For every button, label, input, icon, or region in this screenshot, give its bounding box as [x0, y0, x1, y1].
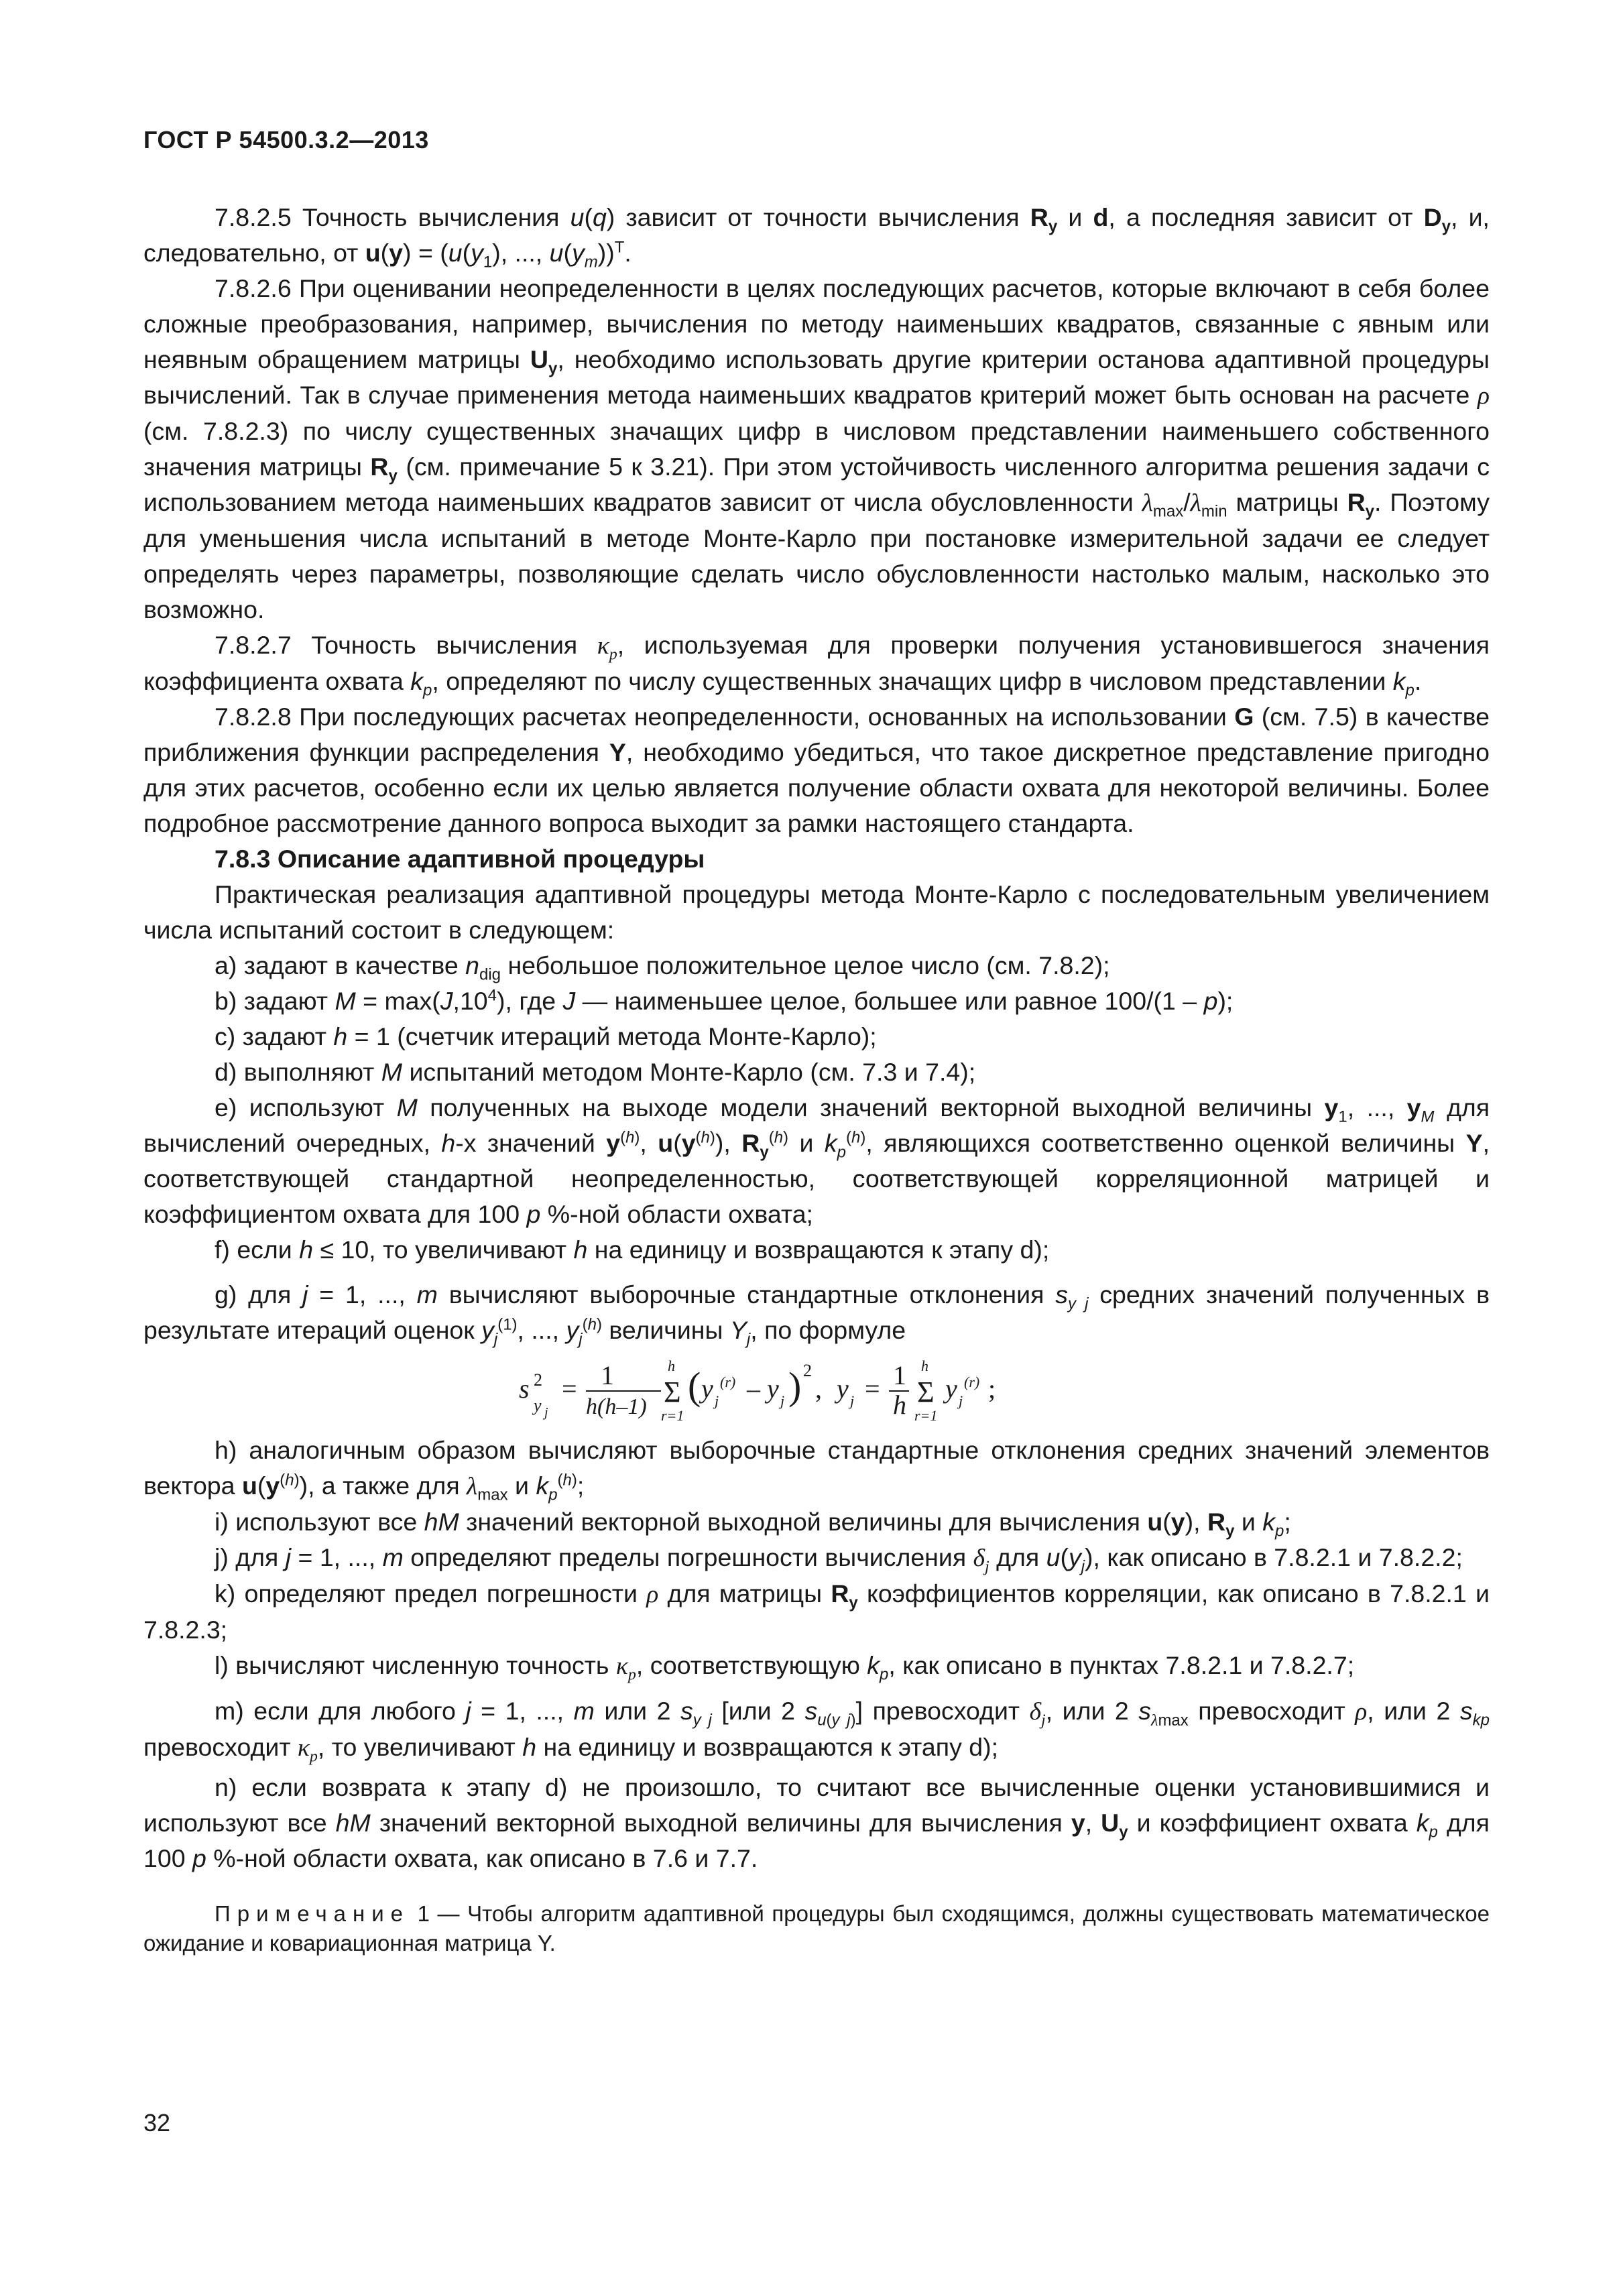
svg-text:j: j: [544, 1405, 548, 1420]
svg-text:–: –: [747, 1374, 760, 1404]
document-header: ГОСТ Р 54500.3.2—2013: [143, 126, 429, 154]
svg-text:;: ;: [988, 1374, 996, 1404]
svg-text:y: y: [701, 1374, 713, 1404]
list-item-f: f) если h ≤ 10, то увеличивают h на единицу и возвращаются к этапу d);: [215, 1235, 1050, 1264]
paragraph-7-8-2-5: 7.8.2.5 Точность вычисления u(q) зависит от точности вычисления $R_y$ и d, а последняя зависит от $D_y$, и, следовательно, от $u(y) = (u(y_1)$, ..., $u(y_m))^T$.: [143, 203, 1490, 271]
svg-text:r=1: r=1: [914, 1407, 938, 1424]
list-item-g: g) для j = 1, ..., m вычисляют выборочные стандартные отклонения $s_{y j}$ средних значений полученных в результате итераций оценок $y_j^{(1)}$, ..., $y_j^{(h)}$ величины $Y_j$, по формуле: [143, 1280, 1490, 1349]
svg-text:2: 2: [803, 1361, 812, 1380]
svg-text:y: y: [767, 1374, 779, 1404]
list-item-d: d) выполняют M испытаний методом Монте-Карло (см. 7.3 и 7.4);: [215, 1058, 976, 1086]
list-item-h: h) аналогичным образом вычисляют выборочные стандартные отклонения средних значений элементов вектора $u(y^{(h)})$, а также для $\lambda_{max}$ и $k_p^{(h)}$;: [143, 1436, 1490, 1504]
svg-text:y: y: [837, 1374, 849, 1404]
list-item-a: a) задают в качестве $n_{dig}$ небольшое положительное целое число (см. 7.8.2);: [215, 951, 1110, 984]
svg-text:=: =: [562, 1374, 577, 1404]
svg-text:h: h: [921, 1357, 928, 1374]
svg-text:Σ: Σ: [917, 1376, 935, 1408]
svg-text:): ): [788, 1364, 802, 1408]
svg-text:(: (: [688, 1364, 701, 1408]
svg-text:h: h: [668, 1357, 675, 1374]
svg-text:(r): (r): [720, 1374, 736, 1390]
svg-text:j: j: [850, 1392, 855, 1409]
paragraph-7-8-2-8: 7.8.2.8 При последующих расчетах неопределенности, основанных на использовании G (см. 7.5) в качестве приближения функции распределения Y, необходимо убедиться, что такое дискретное представление пригодно для этих расчетов, особенно если их целью является получение области охвата для некоторой величины. Более подробное рассмотрение данного вопроса выходит за рамки настоящего стандарта.: [143, 703, 1490, 837]
note-label: Примечание: [215, 1901, 410, 1926]
paragraph-7-8-2-7: 7.8.2.7 Точность вычисления $\kappa_p$, используемая для проверки получения установившегося значения коэффициента охвата $k_p$, определяют по числу существенных значащих цифр в числовом представлении $k_p$.: [143, 631, 1490, 700]
paragraph-intro: Практическая реализация адаптивной процедуры метода Монте-Карло с последовательным увеличением числа испытаний состоит в следующем:: [143, 880, 1490, 944]
svg-text:y: y: [534, 1396, 542, 1415]
list-item-n: n) если возврата к этапу d) не произошло, то считают все вычисленные оценки установившимися и используют все hM значений векторной выходной величины для вычисления y, $U_y$ и коэффициент охвата $k_p$ для 100 p %-ной области охвата, как описано в 7.6 и 7.7.: [143, 1773, 1490, 1872]
note-text: 1 — Чтобы алгоритм адаптивной процедуры был сходящимся, должны существовать математическое ожидание и ковариационная матрица Y.: [143, 1901, 1490, 1955]
list-item-m: m) если для любого j = 1, ..., m или 2 $s_{y j}$ [или 2 $s_{u(y j)}$] превосходит $\delta_j$, или 2 $s_{\lambda max}$ превосходит ρ, или 2 $s_{kp}$ превосходит $\kappa_p$, то увеличивают h на единицу и возвращаются к этапу d);: [143, 1697, 1490, 1766]
document-body: [143, 200, 1490, 1958]
list-item-c: c) задают h = 1 (счетчик итераций метода Монте-Карло);: [215, 1022, 877, 1050]
section-heading-7-8-3: 7.8.3 Описание адаптивной процедуры: [215, 845, 705, 873]
list-item-i: i) используют все hM значений векторной выходной величины для вычисления u(y), $R_y$ и $k_p$;: [215, 1508, 1291, 1540]
svg-text:h: h: [893, 1390, 906, 1420]
svg-text:h(h–1): h(h–1): [586, 1394, 647, 1419]
list-item-e: e) используют M полученных на выходе модели значений векторной выходной величины $y_1$, ..., $y_M$ для вычислений очередных, h-х значений $y^{(h)}$, $u(y^{(h)})$, $R_y^{(h)}$ и $k_p^{(h)}$, являющихся соответственно оценкой величины Y, соответствующей стандартной неопределенностью, соответствующей корреляционной матрицей и коэффициентом охвата для 100 p %-ной области охвата;: [143, 1093, 1490, 1228]
formula-sample-std: [143, 1352, 1490, 1426]
svg-text:j: j: [959, 1392, 963, 1409]
formula-svg: [519, 1352, 1122, 1426]
list-item-b: b) задают $M = \max(J,10^4)$, где J — наименьшее целое, большее или равное 100/(1 – p);: [215, 986, 1234, 1015]
svg-text:j: j: [715, 1392, 719, 1409]
list-item-j: j) для j = 1, ..., m определяют пределы погрешности вычисления $\delta_j$ для $u(y_j)$, как описано в 7.8.2.1 и 7.8.2.2;: [215, 1543, 1463, 1576]
svg-text:r=1: r=1: [661, 1407, 684, 1424]
paragraph-7-8-2-6: 7.8.2.6 При оценивании неопределенности в целях последующих расчетов, которые включают в себя более сложные преобразования, например, вычисления по методу наименьших квадратов, связанные с явным или неявным обращением матрицы $U_y$, необходимо использовать другие критерии останова адаптивной процедуры вычислений. Так в случае применения метода наименьших квадратов критерий может быть основан на расчете ρ (см. 7.8.2.3) по числу существенных значащих цифр в числовом представлении наименьшего собственного значения матрицы $R_y$ (см. примечание 5 к 3.21). При этом устойчивость численного алгоритма решения задачи с использованием метода наименьших квадратов зависит от числа обусловленности $\lambda_{max}/\lambda_{min}$ матрицы $R_y$. Поэтому для уменьшения числа испытаний в методе Монте-Карло при постановке измерительной задачи ее следует определять через параметры, позволяющие сделать число обусловленности настолько малым, насколько это возможно.: [143, 274, 1490, 623]
note-1: [143, 1899, 1490, 1958]
formula-s: s: [519, 1374, 530, 1404]
svg-text:=: =: [865, 1374, 880, 1404]
svg-text:(r): (r): [964, 1374, 980, 1390]
svg-text:2: 2: [534, 1370, 542, 1390]
svg-text:y: y: [945, 1374, 957, 1404]
page-number: 32: [143, 2109, 171, 2136]
svg-text:j: j: [780, 1392, 785, 1409]
svg-text:1: 1: [893, 1360, 906, 1390]
svg-text:,: ,: [815, 1374, 822, 1404]
list-item-k: k) определяют предел погрешности ρ для матрицы $R_y$ коэффициентов корреляции, как описано в 7.8.2.1 и 7.8.2.3;: [143, 1579, 1490, 1644]
list-item-l: l) вычисляют численную точность $\kappa_p$, соответствующую $k_p$, как описано в пунктах 7.8.2.1 и 7.8.2.7;: [215, 1651, 1355, 1684]
svg-text:Σ: Σ: [664, 1376, 681, 1408]
svg-text:1: 1: [601, 1360, 614, 1390]
